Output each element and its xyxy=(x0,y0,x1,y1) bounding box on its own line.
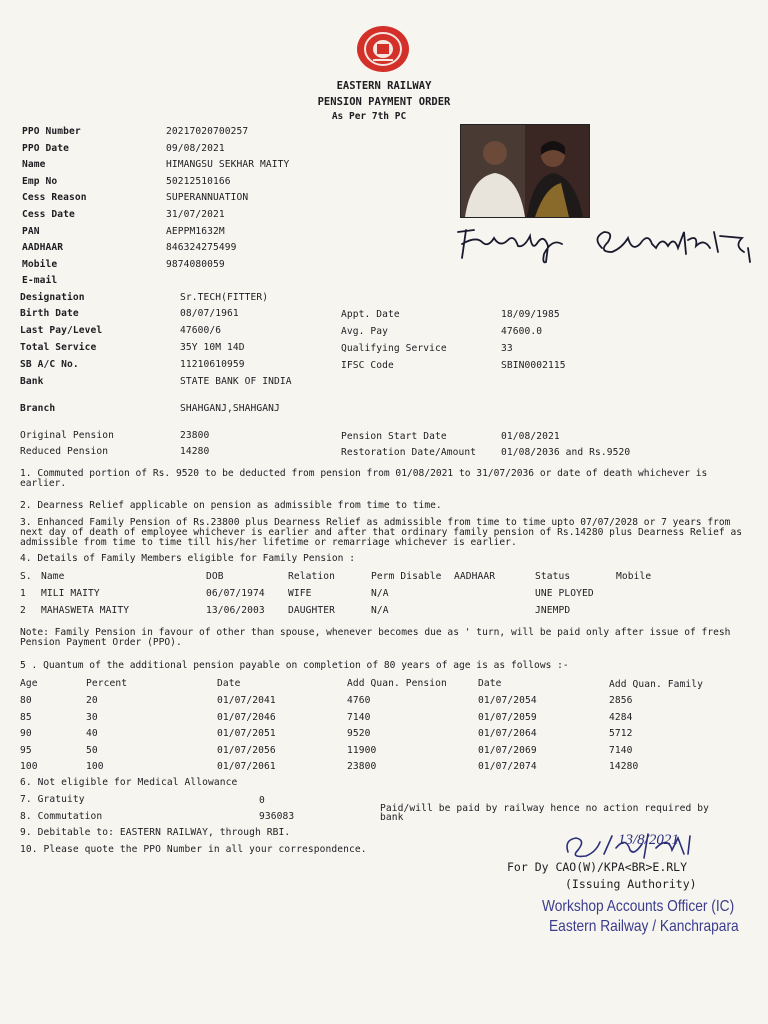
sb-account: 11210610959 xyxy=(180,359,245,370)
field-label: Name xyxy=(22,159,46,171)
field-value: SUPERANNUATION xyxy=(166,192,249,204)
field-label: AADHAAR xyxy=(22,242,64,254)
qualifying-service: 33 xyxy=(501,343,513,354)
note-family-pension: 3. Enhanced Family Pension of Rs.23800 plus Dearness Relief as admissible from time to time upto 07/07/2028 or 7 years from next day of death of employee whichever is earlier and after that ordinary family pension of Rs.14280 plus Dearness Relief as admissible from time to time till his/her lifetime or remarriage whichever is earlier. xyxy=(20,517,742,548)
last-pay: 47600/6 xyxy=(180,325,222,336)
quantum-heading: 5 . Quantum of the additional pension payable on completion of 80 years of age is as follows :- xyxy=(20,660,569,671)
note-medical: 6. Not eligible for Medical Allowance xyxy=(20,777,238,788)
field-value: 9874080059 xyxy=(166,258,225,270)
issuing-office: For Dy CAO(W)/KPA<BR>E.RLY xyxy=(507,860,688,874)
birth-date: 08/07/1961 xyxy=(180,308,239,319)
field-value: 31/07/2021 xyxy=(166,209,225,220)
org-title: EASTERN RAILWAY xyxy=(336,80,432,92)
sign-date: 13/8/2021 xyxy=(618,832,679,848)
field-value: 09/08/2021 xyxy=(166,142,225,154)
field-value: 846324275499 xyxy=(166,242,237,254)
seal-line-1: Workshop Accounts Officer (IC) xyxy=(542,898,735,915)
field-label: PAN xyxy=(22,225,40,237)
branch-name: SHAHGANJ,SHAHGANJ xyxy=(180,403,280,414)
bank-name: STATE BANK OF INDIA xyxy=(180,376,292,387)
designation: Sr.TECH(FITTER) xyxy=(180,292,269,303)
paid-note: Paid/will be paid by railway hence no action required by bank xyxy=(380,803,710,823)
note-family-pension-other: Note: Family Pension in favour of other than spouse, whenever becomes due as ' turn, will be paid only after issue of fresh Pension Payment Order (PPO). xyxy=(20,627,731,648)
pensioner-photo xyxy=(460,124,590,218)
field-value: HIMANGSU SEKHAR MAITY xyxy=(166,159,290,171)
restoration: 01/08/2036 and Rs.9520 xyxy=(501,447,631,458)
note-commutation: 1. Commuted portion of Rs. 9520 to be deducted from pension from 01/08/2021 to 31/07/2036 or date of death whichever is earlier. xyxy=(20,468,708,489)
field-label: Cess Date xyxy=(22,209,75,220)
family-members-heading: 4. Details of Family Members eligible for Family Pension : xyxy=(20,553,356,564)
commutation-value: 936083 xyxy=(259,811,295,822)
note-dearness-relief: 2. Dearness Relief applicable on pension as admissible from time to time. xyxy=(20,500,442,511)
issuing-authority: (Issuing Authority) xyxy=(565,877,697,891)
signature-text: Himangsu Sekhar Maity xyxy=(452,218,465,219)
note-debitable: 9. Debitable to: EASTERN RAILWAY, through RBI. xyxy=(20,827,291,838)
pensioner-signature xyxy=(452,218,752,266)
eastern-railway-logo xyxy=(355,24,411,74)
field-value: 50212510166 xyxy=(166,175,231,187)
document-subtitle: As Per 7th PC xyxy=(331,111,407,122)
note-quote-ppo: 10. Please quote the PPO Number in all your correspondence. xyxy=(20,844,367,855)
pension-payment-order: EASTERN RAILWAY PENSION PAYMENT ORDER As Per 7th PC PPO Number 20217020700257 PPO Date 09/08/2021 Name HIMANGSU SEKHAR MAITY Emp No 50212510166 Cess Reason SUPERANNUATION Cess Date 31/07/2021 PAN AEPPM1632M AADHAAR 846324275499 Mobile 9874080059 E-mail Himangsu Sekhar Maity Designation Sr.TECH(FITTER) Birth Date 08/07/1961 Appt. Date 18/09/1985 Last Pay/Level 47600/6 Avg. Pay 47600.0 Total Service 35Y 10M 14D Qualifying Service 33 SB A/C No. 11210610959 IFSC Code SBIN0002115 Bank STATE BANK OF INDIA Branch SHAHGANJ,SHAHGANJ Original Pension 23800 Pension Start Date 01/08/2021 Reduced Pension 14280 Restoration Date/Amount 01/08/2036 and Rs.9520 1. Commuted portion of Rs. 9520 to be deducted from pension from 01/08/2021 to 31/07/2036 or date of death whichever is earlier. 2. Dearness Relief applicable on pension as admissible from time to time. 3. Enhanced Family Pension of Rs.23800 plus Dearness Relief as admissible from time to time upto 07/07/2028 or 7 years from next day of death of employee whichever is earlier and after that ordinary family pension of Rs.14280 plus Dearness Relief as admissible from time to time till his/her lifetime or remarriage whichever is earlier. 4. Details of Family Members eligible for Family Pension : S. Name DOB Relation Perm Disable AADHAAR Status Mobile 1 MILI MAITY 06/07/1974 WIFE N/A UNE PLOYED 2 MAHASWETA MAITY 13/06/2003 DAUGHTER N/A JNEMPD Note: Family Pension in favour of other than spouse, whenever becomes due as ' turn, will be paid only after issue of fresh Pension Payment Order (PPO). 5 . Quantum of the additional pension payable on completion of 80 years of age is as follows :- Age Percent Date Add Quan. Pension Date Add Quan. Family 80 20 01/07/2041 4760 01/07/2054 2856 85 30 01/07/2046 7140 01/07/2059 4284 90 40 01/07/2051 9520 01/07/2064 5712 95 50 01/07/2056 11900 01/07/2069 7140 100 100 01/07/2061 23800 01/07/2074 14280 6. Not eligible for Medical Allowance 7. Gratuity 0 8. Commutation 936083 Paid/will be paid by railway hence no action required by bank 9. Debitable to: EASTERN RAILWAY, through RBI. 10. Please quote the PPO Number in all your correspondence. 13/8/2021 For Dy CAO(W)/KPA<BR>E.RLY (Issuing Authority) Workshop Accounts Officer (IC) Eastern Railway / Kanchrapara xyxy=(0,0,768,1024)
field-label: Cess Reason xyxy=(22,192,87,204)
field-value: AEPPM1632M xyxy=(166,225,225,237)
field-label: Emp No xyxy=(22,175,58,187)
field-label: PPO Number xyxy=(22,126,81,137)
reduced-pension: 14280 xyxy=(180,446,210,457)
field-value: 20217020700257 xyxy=(166,126,249,137)
field-label: PPO Date xyxy=(22,142,70,154)
avg-pay: 47600.0 xyxy=(501,326,543,337)
field-label: Mobile xyxy=(22,258,58,270)
seal-line-2: Eastern Railway / Kanchrapara xyxy=(549,918,739,935)
ifsc-code: SBIN0002115 xyxy=(501,360,566,371)
total-service: 35Y 10M 14D xyxy=(180,342,245,353)
document-title: PENSION PAYMENT ORDER xyxy=(317,96,451,108)
appt-date: 18/09/1985 xyxy=(501,309,560,320)
original-pension: 23800 xyxy=(180,430,210,441)
field-label: E-mail xyxy=(22,275,58,287)
pension-start-date: 01/08/2021 xyxy=(501,431,560,442)
gratuity-value: 0 xyxy=(259,795,265,806)
